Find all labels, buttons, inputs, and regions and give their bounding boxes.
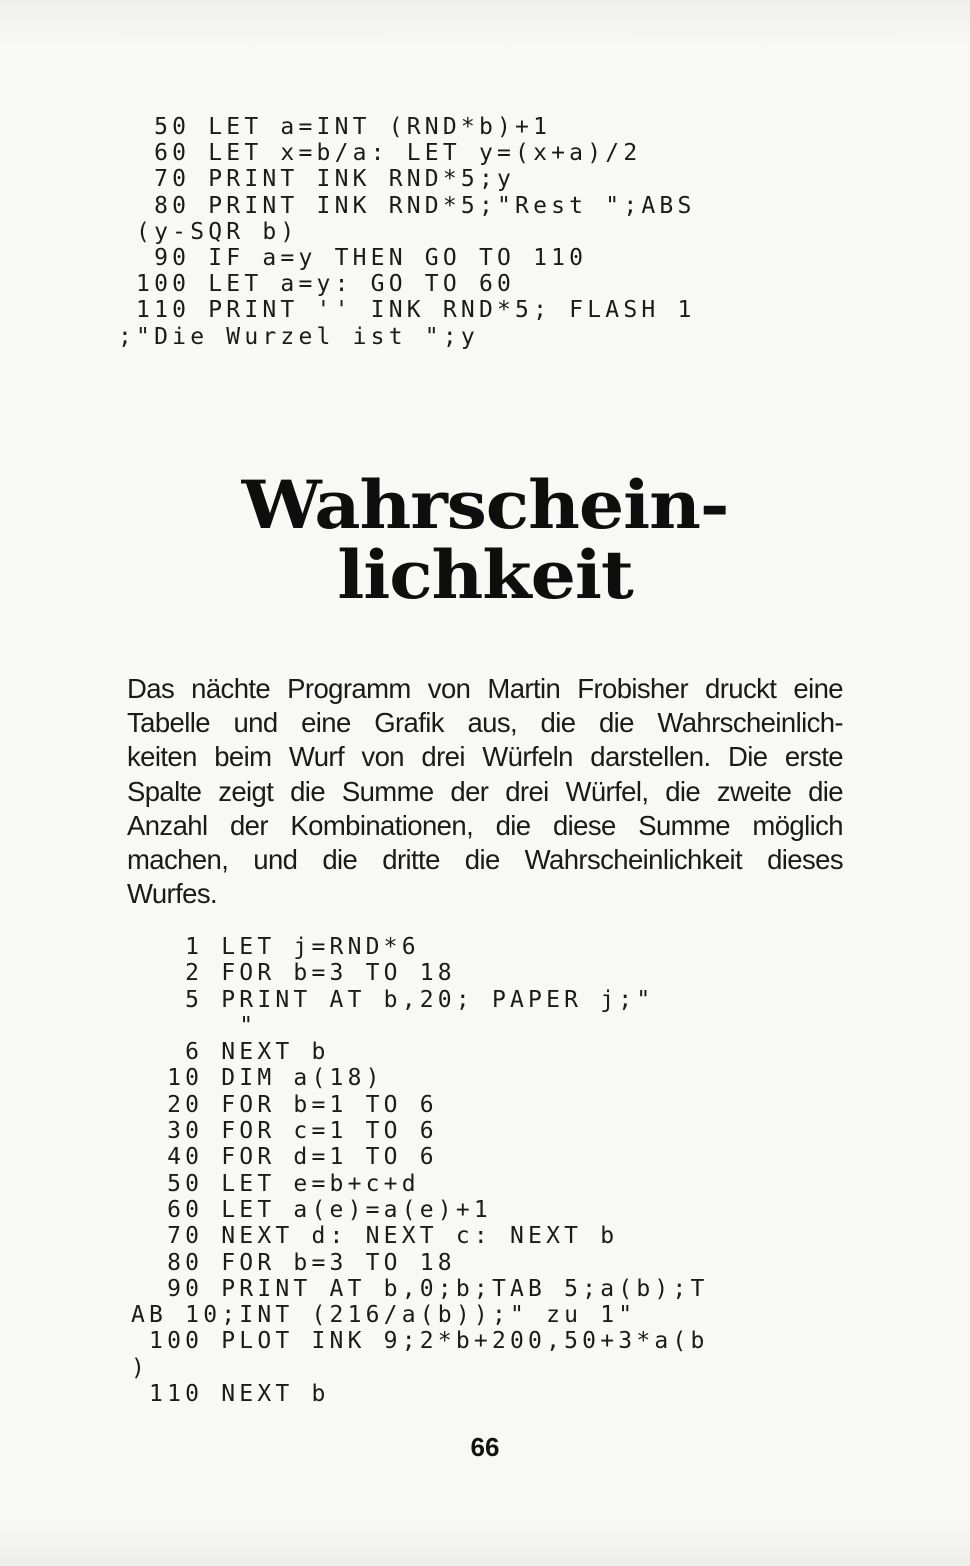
- paragraph-line: Wurfes.: [127, 878, 218, 910]
- code-line: 110 NEXT b: [131, 1381, 330, 1408]
- code-line: 6 NEXT b: [131, 1039, 330, 1066]
- code-line: 70 PRINT INK RND*5;y: [118, 166, 516, 193]
- code-line: 60 LET x=b/a: LET y=(x+a)/2: [118, 140, 642, 167]
- section-heading: [0, 466, 970, 614]
- code-line: 90 IF a=y THEN GO TO 110: [118, 244, 588, 271]
- paragraph-line: Tabelle und eine Grafik aus, die die Wahrscheinlich-: [127, 707, 843, 739]
- code-listing-bottom: [131, 934, 709, 1407]
- description-paragraph: [127, 672, 843, 911]
- page-number: 66: [470, 1432, 500, 1462]
- paragraph-line: Das nächte Programm von Martin Frobisher druckt eine: [127, 673, 843, 704]
- code-line: 40 FOR d=1 TO 6: [131, 1144, 438, 1171]
- paragraph-line: Spalte zeigt die Summe der drei Würfel, die zweite die: [127, 775, 843, 807]
- code-line: ": [131, 1012, 258, 1039]
- code-line: 90 PRINT AT b,0;b;TAB 5;a(b);T: [131, 1275, 709, 1302]
- paragraph-line: Anzahl der Kombinationen, die diese Summe möglich: [127, 809, 843, 841]
- code-line: 50 LET e=b+c+d: [131, 1170, 420, 1197]
- code-line: 100 PLOT INK 9;2*b+200,50+3*a(b: [131, 1328, 709, 1355]
- code-line: 80 PRINT INK RND*5;"Rest ";ABS: [118, 192, 696, 219]
- code-line: 30 FOR c=1 TO 6: [131, 1118, 438, 1145]
- code-line: 5 PRINT AT b,20; PAPER j;": [131, 986, 655, 1013]
- code-line: ): [131, 1354, 150, 1381]
- code-line: 70 NEXT d: NEXT c: NEXT b: [131, 1223, 619, 1250]
- code-line: 20 FOR b=1 TO 6: [131, 1091, 438, 1118]
- code-line: 50 LET a=INT (RND*b)+1: [118, 114, 552, 140]
- code-line: 80 FOR b=3 TO 18: [131, 1249, 456, 1276]
- code-line: 110 PRINT '' INK RND*5; FLASH 1: [118, 297, 696, 324]
- paragraph-line: keiten beim Wurf von drei Würfeln darstellen. Die erste: [127, 741, 843, 773]
- code-line: 60 LET a(e)=a(e)+1: [131, 1196, 492, 1223]
- paragraph-line: machen, und die dritte die Wahrscheinlichkeit dieses: [127, 844, 843, 876]
- code-line: (y-SQR b): [118, 218, 299, 245]
- code-line: 2 FOR b=3 TO 18: [131, 960, 456, 987]
- heading-line-1: Wahrschein-: [241, 466, 729, 544]
- code-line: ;"Die Wurzel ist ";y: [118, 323, 479, 350]
- code-line: 1 LET j=RND*6: [131, 934, 420, 960]
- code-line: 10 DIM a(18): [131, 1065, 384, 1092]
- heading-line-2: lichkeit: [337, 536, 633, 614]
- code-line: AB 10;INT (216/a(b));" zu 1": [131, 1302, 637, 1329]
- code-line: 100 LET a=y: GO TO 60: [118, 271, 516, 298]
- code-listing-top: [118, 114, 696, 350]
